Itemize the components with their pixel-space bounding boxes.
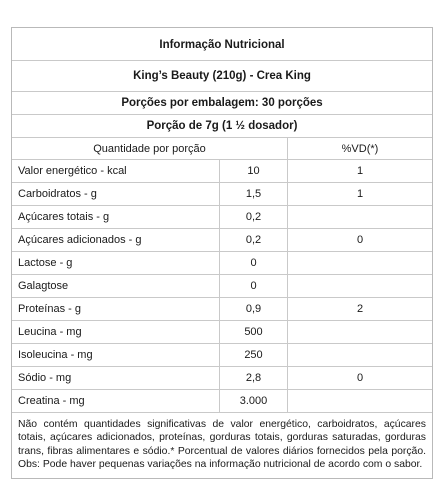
nutrient-label: Açúcares totais - g [12,206,220,228]
nutrient-vd [288,275,432,297]
nutrient-value: 0 [220,252,288,274]
table-row [12,344,432,367]
nutrient-label: Sódio - mg [12,367,220,389]
nutrient-value: 0,9 [220,298,288,320]
nutrient-vd: 2 [356,303,364,315]
serving-size: Porção de 7g (1 ½ dosador) [146,120,298,132]
column-header-row [12,138,432,160]
nutrient-label: Lactose - g [12,252,220,274]
nutrient-label: Isoleucina - mg [12,344,220,366]
nutrient-value: 0 [220,275,288,297]
nutrient-vd: 1 [356,165,364,177]
nutrient-vd [288,206,432,228]
footnote: Não contém quantidades significativas de valor energético, carboidratos, açúcares totais, açúcares adicionados, proteínas, gorduras totais, gorduras saturadas, gorduras trans, fibras alimentares e sódio.* Porcentual de valores diários fornecidos pela porção. Obs: Pode haver pequenas variações na informação nutricional de acordo com o sabor. [18,419,426,471]
nutrient-vd [288,344,432,366]
servings-per-package: Porções por embalagem: 30 porções [121,97,323,109]
nutrient-vd [288,252,432,274]
table-row [12,229,432,252]
table-row [12,160,432,183]
nutrient-label: Carboidratos - g [12,183,220,205]
quantity-column-header: Quantidade por porção [12,138,288,159]
product-name: King’s Beauty (210g) - Crea King [133,70,311,82]
nutrient-label: Creatina - mg [12,390,220,412]
nutrient-vd [288,390,432,412]
nutrient-label: Açúcares adicionados - g [12,229,220,251]
table-row [12,367,432,390]
nutrient-value: 0,2 [220,206,288,228]
nutrient-vd: 0 [356,372,364,384]
nutrient-value: 1,5 [220,183,288,205]
table-row [12,206,432,229]
nutrient-label: Leucina - mg [12,321,220,343]
nutrient-value: 0,2 [220,229,288,251]
vd-column-header: %VD(*) [341,142,379,155]
table-row [12,252,432,275]
servings-row [12,92,432,115]
table-row [12,321,432,344]
nutrient-rows [12,160,432,413]
nutrient-value: 500 [220,321,288,343]
serving-size-row [12,115,432,138]
nutrient-vd: 0 [356,234,364,246]
nutrient-label: Valor energético - kcal [12,160,220,182]
nutrient-value: 2,8 [220,367,288,389]
nutrient-label: Galagtose [12,275,220,297]
nutrient-value: 3.000 [220,390,288,412]
nutrient-vd: 1 [356,188,364,200]
table-row [12,298,432,321]
nutrient-value: 250 [220,344,288,366]
product-row [12,61,432,92]
table-row [12,390,432,412]
nutrient-value: 10 [220,160,288,182]
title-row [12,28,432,61]
table-row [12,183,432,206]
table-row [12,275,432,298]
nutrient-vd [288,321,432,343]
table-title: Informação Nutricional [159,39,285,51]
nutrition-facts-table [11,27,433,479]
nutrient-label: Proteínas - g [12,298,220,320]
